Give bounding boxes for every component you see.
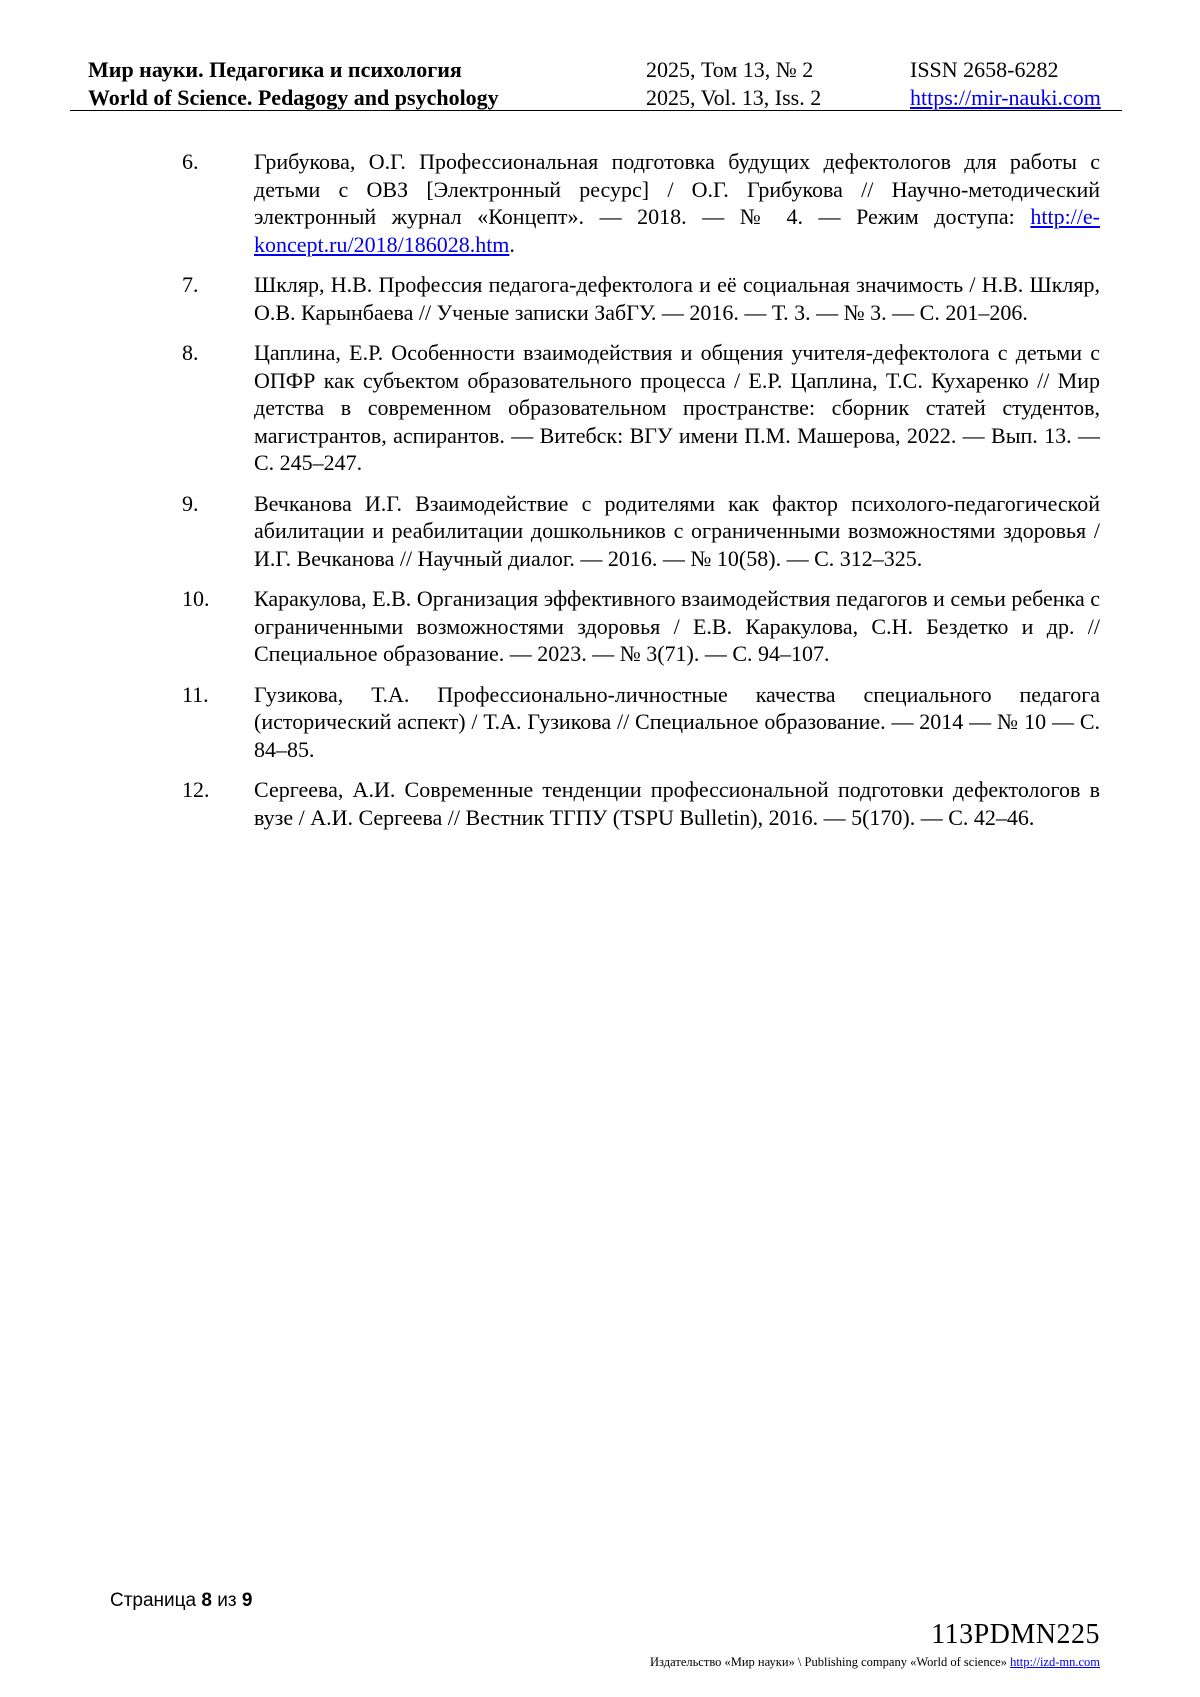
publisher-link[interactable]: http://izd-mn.com (1010, 1655, 1100, 1669)
page-counter: Страница 8 из 9 (110, 1590, 253, 1611)
reference-item (182, 776, 1100, 831)
reference-link[interactable]: http://e-koncept.ru/2018/186028.htm (254, 204, 1100, 257)
issue-info (646, 56, 821, 112)
reference-number: 10. (182, 586, 210, 611)
reference-item (182, 148, 1100, 258)
reference-text: Вечканова И.Г. Взаимодействие с родителями как фактор психолого-педагогической абилитации и реабилитации дошкольников с ограниченными возможностями здоровья / И.Г. Вечканова // Научный диалог. — 2016. — № 10(58). — С. 312–325. (254, 490, 1100, 571)
reference-text: Каракулова, Е.В. Организация эффективного взаимодействия педагогов и семьи ребенка с ограниченными возможностями здоровья / Е.В. Каракулова, С.Н. Бездетко и др. // Специальное образование. — 2023. — № 3(71). — С. 94–107. (254, 586, 1100, 666)
reference-number: 7. (182, 272, 199, 297)
reference-number: 9. (182, 490, 199, 516)
publisher-line: Издательство «Мир науки» \ Publishing company «World of science» http://izd-mn.com (650, 1655, 1100, 1669)
reference-item (182, 490, 1100, 573)
journal-title-en: World of Science. Pedagogy and psychology (88, 85, 499, 110)
issn: ISSN 2658-6282 (910, 57, 1059, 82)
reference-item (182, 681, 1100, 764)
reference-text: Гузикова, Т.А. Профессионально-личностные качества специального педагога (исторический аспект) / Т.А. Гузикова // Специальное образование. — 2014 — № 10 — С. 84–85. (254, 681, 1100, 762)
reference-list (182, 148, 1100, 844)
reference-number: 12. (182, 777, 210, 802)
article-code: 113PDMN225 (931, 1619, 1100, 1650)
journal-title (88, 56, 499, 112)
reference-text: Цаплина, Е.Р. Особенности взаимодействия и общения учителя-дефектолога с детьми с ОПФР как субъектом образовательного процесса / Е.Р. Цаплина, Т.С. Кухаренко // Мир детства в современном образовательном пространстве: сборник статей студентов, магистрантов, аспирантов. — Витебск: ВГУ имени П.М. Машерова, 2022. — Вып. 13. — С. 245–247. (254, 340, 1100, 475)
reference-item (182, 271, 1100, 326)
issn-info (910, 56, 1101, 112)
reference-number: 6. (182, 149, 199, 174)
issue-ru: 2025, Том 13, № 2 (646, 57, 814, 82)
current-page: 8 (201, 1590, 212, 1611)
reference-item (182, 585, 1100, 668)
page-header (70, 52, 1122, 111)
reference-text: Грибукова, О.Г. Профессиональная подготовка будущих дефектологов для работы с детьми с ОВЗ [Электронный ресурс] / О.Г. Грибукова // Научно-методический электронный журнал «Концепт». — 2018. — № 4. — Режим доступа: http://e-koncept.ru/2018/186028.htm. (254, 149, 1100, 257)
reference-item (182, 339, 1100, 477)
reference-text: Шкляр, Н.В. Профессия педагога-дефектолога и её социальная значимость / Н.В. Шкляр, О.В. Карынбаева // Ученые записки ЗабГУ. — 2016. — Т. 3. — № 3. — С. 201–206. (254, 272, 1100, 325)
issue-en: 2025, Vol. 13, Iss. 2 (646, 85, 822, 110)
journal-site-link[interactable]: https://mir-nauki.com (910, 85, 1101, 110)
total-pages: 9 (241, 1590, 253, 1611)
reference-number: 11. (182, 681, 209, 707)
journal-title-ru: Мир науки. Педагогика и психология (88, 57, 462, 82)
reference-text: Сергеева, А.И. Современные тенденции профессиональной подготовки дефектологов в вузе / А.И. Сергеева // Вестник ТГПУ (TSPU Bulletin), 2016. — 5(170). — С. 42–46. (254, 777, 1100, 830)
reference-number: 8. (182, 340, 199, 365)
